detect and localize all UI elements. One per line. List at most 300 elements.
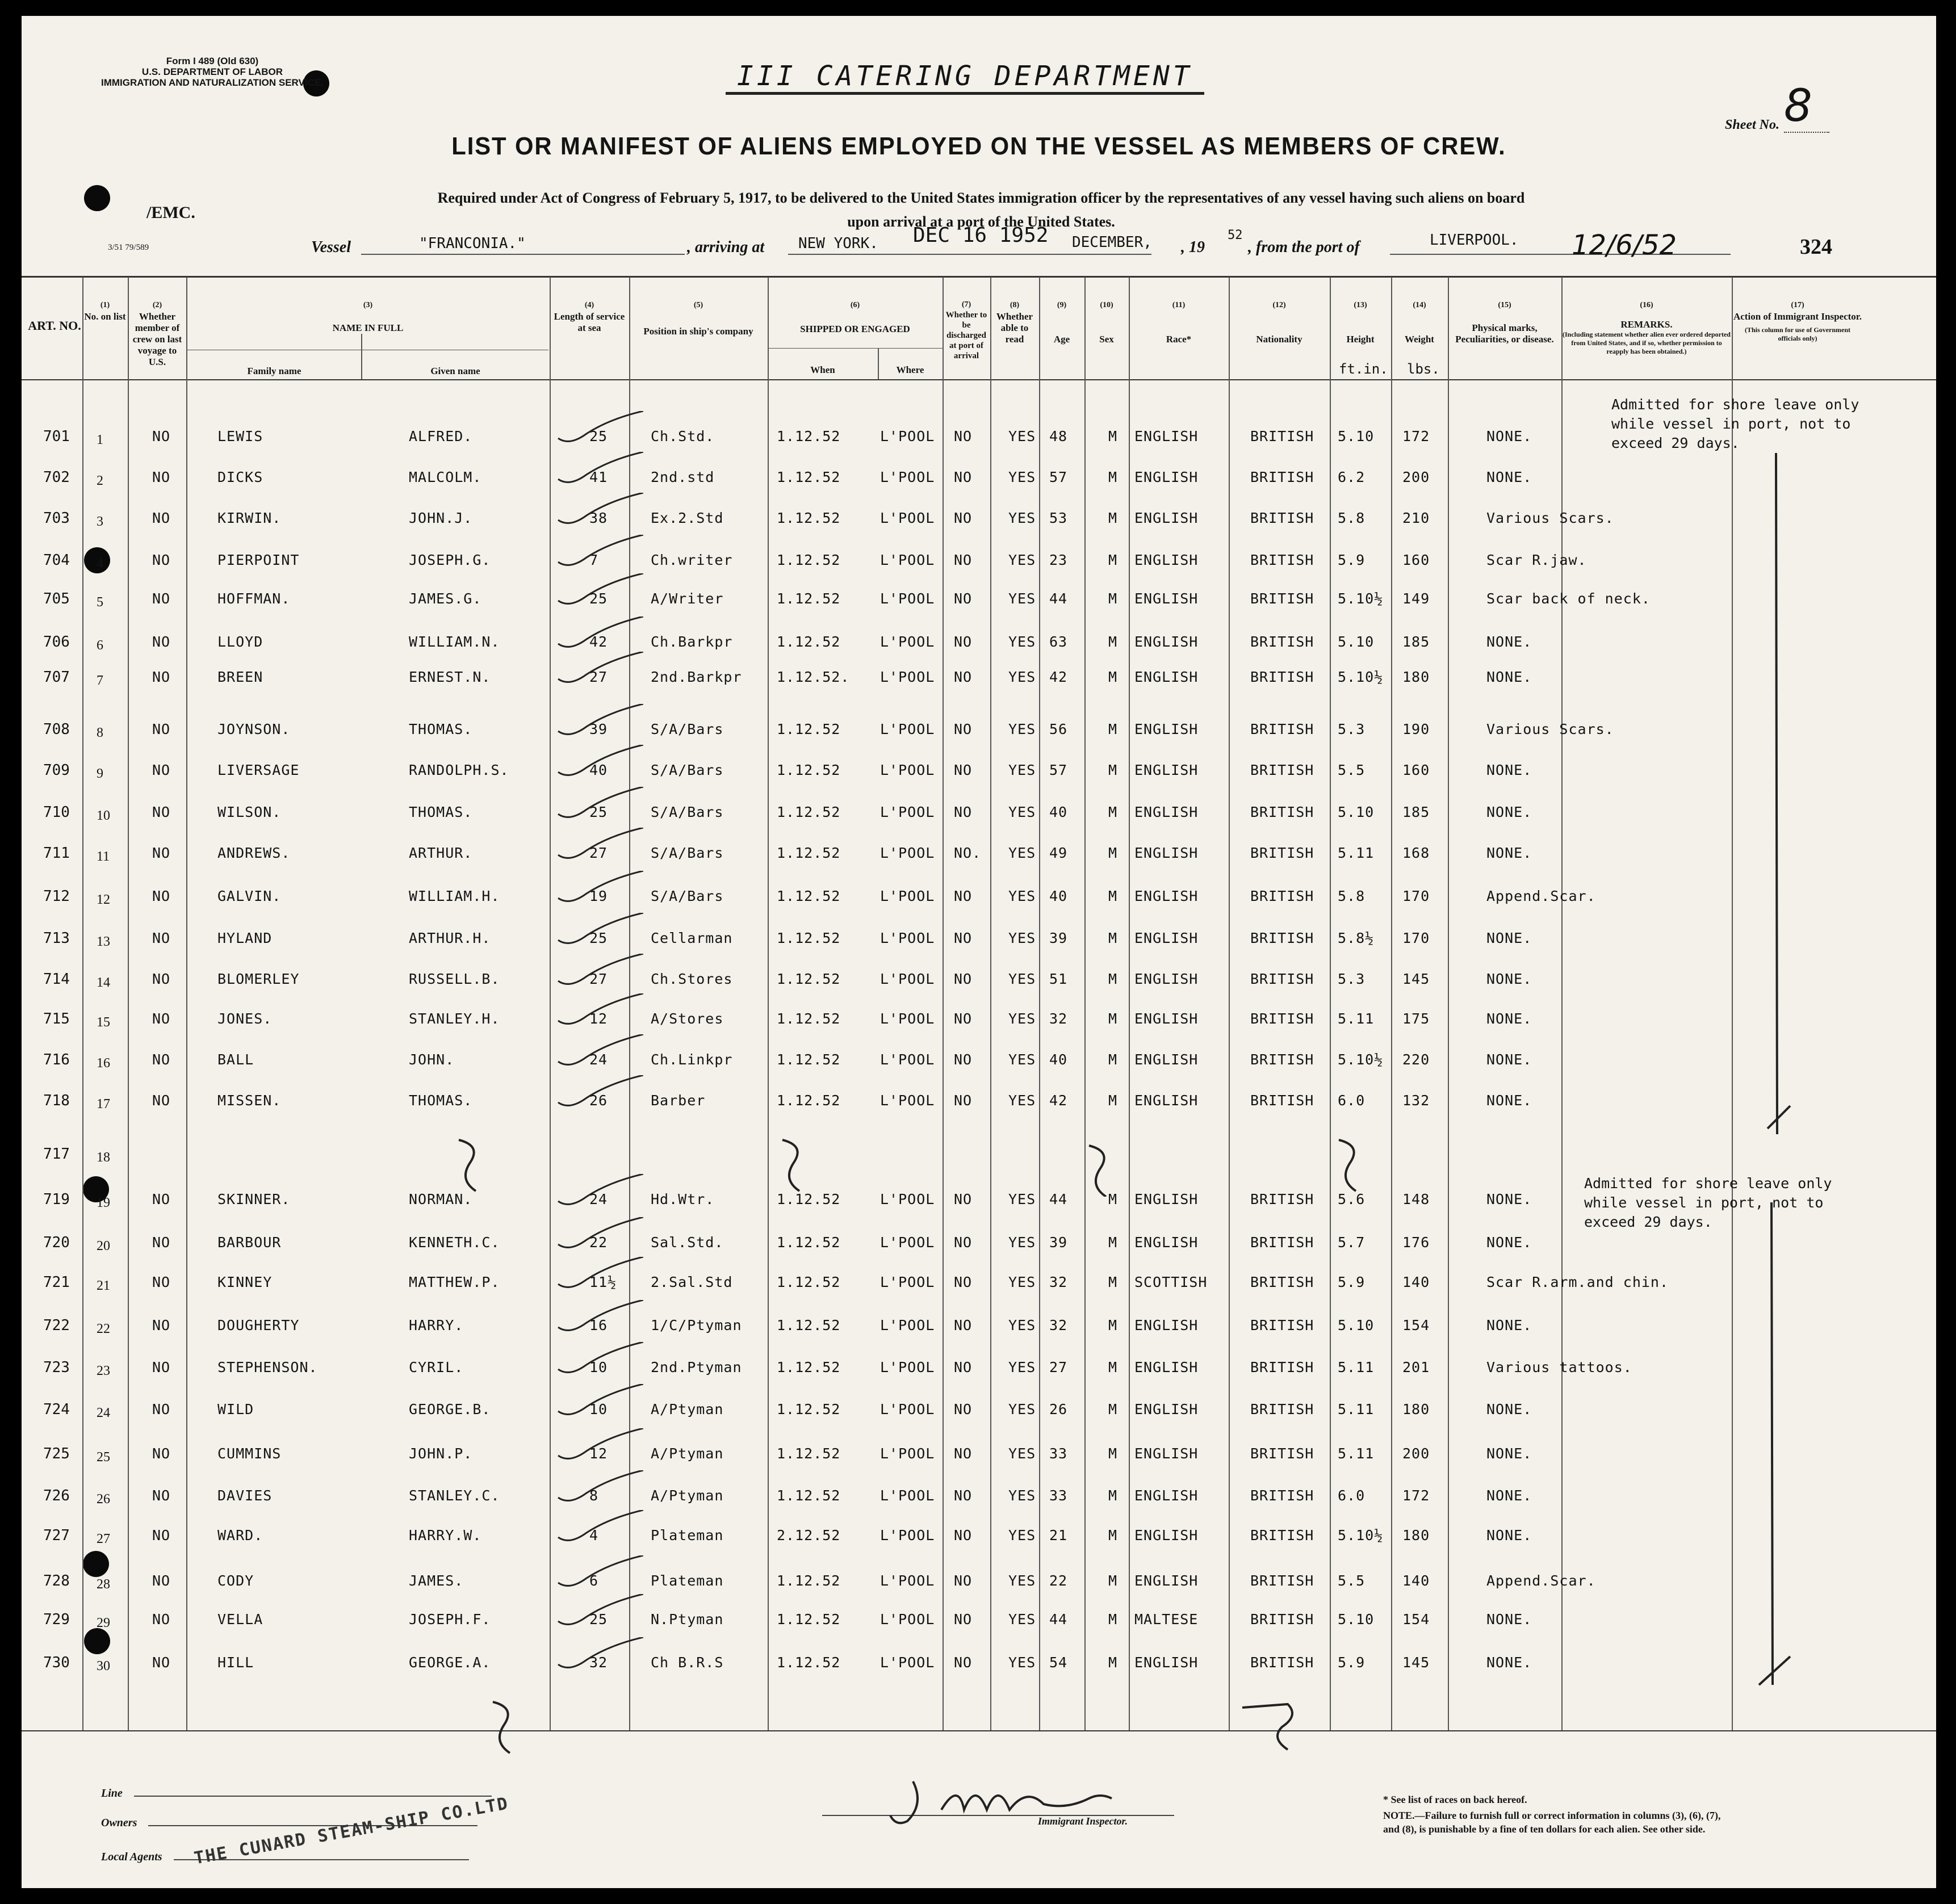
shipped-when-cell: 1.12.52 [777,1611,841,1628]
shipped-when-cell: 1.12.52 [777,971,841,987]
sex-cell: M [1108,1487,1118,1504]
given-name-cell: JOHN. [409,1051,455,1068]
inspector-marks [1736,447,1804,1719]
given-name-cell: THOMAS. [409,804,473,820]
physical-marks-cell: Scar back of neck. [1486,590,1651,607]
list-number: 26 [97,1492,110,1507]
service-cell: 27 [589,845,608,861]
sex-cell: M [1108,1191,1118,1207]
service-cell: 10 [589,1401,608,1417]
art-number: 718 [43,1092,70,1109]
age-cell: 21 [1049,1527,1068,1544]
race-cell: ENGLISH [1134,971,1199,987]
shipped-when-cell: 1.12.52 [777,762,841,778]
col-8-number: (8) [1010,301,1020,309]
last-voyage-cell: NO [152,1092,171,1109]
sex-cell: M [1108,590,1118,607]
height-cell: 5.6 [1338,1191,1366,1207]
shipped-when-cell: 1.12.52 [777,510,841,526]
race-cell: ENGLISH [1134,1359,1199,1375]
discharged-cell: NO [954,1401,973,1417]
check-mark [552,1075,643,1109]
last-voyage-cell: NO [152,1487,171,1504]
service-cell: 24 [589,1191,608,1207]
given-name-cell: MALCOLM. [409,469,482,485]
service-cell: 41 [589,469,608,485]
physical-marks-cell: NONE. [1486,971,1532,987]
age-cell: 33 [1049,1487,1068,1504]
check-mark [552,1384,643,1418]
race-cell: ENGLISH [1134,762,1199,778]
nationality-cell: BRITISH [1250,510,1314,526]
col-7-number: (7) [961,300,971,309]
age-cell: 48 [1049,428,1068,444]
age-cell: 40 [1049,888,1068,904]
position-cell: S/A/Bars [651,804,724,820]
race-cell: ENGLISH [1134,669,1199,685]
nationality-cell: BRITISH [1250,1401,1314,1417]
service-cell: 24 [589,1051,608,1068]
arrival-month: DECEMBER, [1072,234,1152,251]
sex-cell: M [1108,1527,1118,1544]
physical-marks-cell: Append.Scar. [1486,888,1596,904]
age-cell: 57 [1049,762,1068,778]
family-name-cell: GALVIN. [217,888,282,904]
position-cell: Hd.Wtr. [651,1191,715,1207]
col-1-number: (1) [100,301,110,309]
service-cell: 11½ [589,1274,617,1290]
discharged-cell: NO [954,1654,973,1671]
service-cell: 7 [589,552,599,568]
physical-marks-cell: NONE. [1486,1051,1532,1068]
nationality-cell: BRITISH [1250,1654,1314,1671]
shipped-when-cell: 1.12.52 [777,1051,841,1068]
position-cell: Ch.writer [651,552,733,568]
discharged-cell: NO [954,971,973,987]
shipped-where-cell: L'POOL [880,1092,935,1109]
age-cell: 32 [1049,1010,1068,1027]
position-cell: 1/C/Ptyman [651,1317,742,1333]
art-number: 707 [43,669,70,686]
position-cell: Barber [651,1092,706,1109]
height-cell: 5.9 [1338,552,1366,568]
read-cell: YES [1008,762,1036,778]
check-mark [552,1300,643,1334]
last-voyage-cell: NO [152,1359,171,1375]
check-mark [552,871,643,905]
given-name-cell: HARRY.W. [409,1527,482,1544]
sex-cell: M [1108,930,1118,946]
read-cell: YES [1008,1401,1036,1417]
position-cell: 2.Sal.Std [651,1274,733,1290]
check-mark [552,652,643,686]
check-mark [552,993,643,1028]
col-13-label: Height [1346,334,1375,345]
weight-cell: 160 [1402,762,1430,778]
given-name-cell: JAMES.G. [409,590,482,607]
position-cell: Ch.Barkpr [651,634,733,650]
read-cell: YES [1008,469,1036,485]
nationality-cell: BRITISH [1250,1572,1314,1589]
discharged-cell: NO [954,1359,973,1375]
height-cell: 5.9 [1338,1654,1366,1671]
shipped-when-cell: 1.12.52 [777,804,841,820]
service-cell: 25 [589,804,608,820]
shipped-where-cell: L'POOL [880,804,935,820]
weight-cell: 210 [1402,510,1430,526]
race-cell: ENGLISH [1134,721,1199,737]
last-voyage-cell: NO [152,1445,171,1462]
shipped-where-cell: L'POOL [880,1611,935,1628]
check-mark [552,828,643,862]
family-name-cell: JOYNSON. [217,721,291,737]
height-cell: 5.11 [1338,845,1375,861]
list-number: 8 [97,725,103,740]
check-mark [552,704,643,738]
weight-unit: lbs. [1407,361,1440,377]
check-mark [552,535,643,569]
age-cell: 39 [1049,1234,1068,1251]
nationality-cell: BRITISH [1250,552,1314,568]
list-number: 25 [97,1450,110,1465]
weight-cell: 149 [1402,590,1430,607]
race-cell: ENGLISH [1134,1487,1199,1504]
list-number: 18 [97,1150,110,1165]
sex-cell: M [1108,1359,1118,1375]
col-3-number: (3) [363,301,373,309]
height-cell: 5.5 [1338,1572,1366,1589]
race-cell: MALTESE [1134,1611,1199,1628]
family-name-cell: DICKS [217,469,263,485]
family-name-cell: HYLAND [217,930,273,946]
nationality-cell: BRITISH [1250,634,1314,650]
shipped-when-cell: 1.12.52 [777,1359,841,1375]
position-cell: S/A/Bars [651,888,724,904]
col-17-number: (17) [1791,301,1804,309]
physical-marks-cell: NONE. [1486,1445,1532,1462]
nationality-cell: BRITISH [1250,804,1314,820]
col-9-number: (9) [1057,301,1067,309]
position-cell: Ch.Linkpr [651,1051,733,1068]
physical-marks-cell: NONE. [1486,1010,1532,1027]
nationality-cell: BRITISH [1250,845,1314,861]
discharged-cell: NO [954,930,973,946]
shipped-where-cell: L'POOL [880,971,935,987]
sex-cell: M [1108,1092,1118,1109]
race-cell: ENGLISH [1134,1654,1199,1671]
read-cell: YES [1008,1234,1036,1251]
last-voyage-cell: NO [152,428,171,444]
sex-cell: M [1108,1010,1118,1027]
discharged-cell: NO [954,1092,973,1109]
position-cell: A/Ptyman [651,1445,724,1462]
remarks-block-1: Admitted for shore leave only while vessel in port, not to exceed 29 days. [1611,396,1859,451]
col-7-header [944,300,989,361]
last-voyage-cell: NO [152,762,171,778]
height-cell: 5.11 [1338,1010,1375,1027]
service-cell: 26 [589,1092,608,1109]
given-name-cell: WILLIAM.H. [409,888,500,904]
from-port: LIVERPOOL. [1430,232,1519,249]
sex-cell: M [1108,845,1118,861]
height-cell: 5.10½ [1338,669,1384,685]
last-voyage-cell: NO [152,552,171,568]
shipped-when-cell: 1.12.52 [777,1092,841,1109]
check-mark [552,1034,643,1068]
height-cell: 5.8½ [1338,930,1375,946]
race-cell: ENGLISH [1134,1317,1199,1333]
sex-cell: M [1108,1654,1118,1671]
service-cell: 12 [589,1010,608,1027]
discharged-cell: NO. [954,845,982,861]
shipped-when-cell: 1.12.52 [777,1401,841,1417]
service-cell: 8 [589,1487,599,1504]
race-cell: ENGLISH [1134,1572,1199,1589]
family-name-cell: DOUGHERTY [217,1317,300,1333]
weight-cell: 170 [1402,888,1430,904]
col-10-label: Sex [1099,334,1114,345]
side-note: /EMC. [146,203,195,222]
check-mark [552,573,643,607]
position-cell: Cellarman [651,930,733,946]
physical-marks-cell: NONE. [1486,1527,1532,1544]
family-name-cell: WILD [217,1401,254,1417]
weight-cell: 201 [1402,1359,1430,1375]
col-1-header [83,300,127,322]
service-cell: 6 [589,1572,599,1589]
service-cell: 25 [589,428,608,444]
height-cell: 5.10½ [1338,1051,1384,1068]
col-5-number: (5) [693,301,703,309]
check-mark [552,1257,643,1291]
race-cell: ENGLISH [1134,845,1199,861]
given-name-cell: ERNEST.N. [409,669,491,685]
given-name-cell: JOHN.J. [409,510,473,526]
shipped-when-cell: 1.12.52 [777,1010,841,1027]
weight-cell: 180 [1402,1527,1430,1544]
position-cell: Ch B.R.S [651,1654,724,1671]
shipped-when-cell: 2.12.52 [777,1527,841,1544]
check-mark [552,1637,643,1671]
art-number: 727 [43,1527,70,1544]
weight-cell: 220 [1402,1051,1430,1068]
col-16-header [1563,300,1731,356]
family-name-cell: BARBOUR [217,1234,282,1251]
physical-marks-cell: Append.Scar. [1486,1572,1596,1589]
nationality-cell: BRITISH [1250,1445,1314,1462]
shipped-when-cell: 1.12.52 [777,888,841,904]
race-cell: ENGLISH [1134,1445,1199,1462]
height-cell: 5.11 [1338,1401,1375,1417]
check-mark [552,1555,643,1590]
weight-cell: 154 [1402,1317,1430,1333]
read-cell: YES [1008,845,1036,861]
discharged-cell: NO [954,1274,973,1290]
art-number: 726 [43,1487,70,1504]
sex-cell: M [1108,1274,1118,1290]
physical-marks-cell: Scar R.arm.and chin. [1486,1274,1669,1290]
shipped-where-cell: L'POOL [880,1191,935,1207]
col-13-header [1331,300,1390,345]
age-cell: 27 [1049,1359,1068,1375]
sex-cell: M [1108,669,1118,685]
age-cell: 56 [1049,721,1068,737]
given-name-cell: STANLEY.C. [409,1487,500,1504]
physical-marks-cell: NONE. [1486,1092,1532,1109]
weight-cell: 180 [1402,669,1430,685]
age-cell: 54 [1049,1654,1068,1671]
art-number: 722 [43,1317,70,1334]
col-5-header [630,300,767,337]
read-cell: YES [1008,721,1036,737]
age-cell: 44 [1049,590,1068,607]
family-name-cell: HILL [217,1654,254,1671]
discharged-cell: NO [954,1191,973,1207]
nationality-cell: BRITISH [1250,469,1314,485]
shipped-where-cell: L'POOL [880,669,935,685]
shipped-when-cell: 1.12.52 [777,428,841,444]
physical-marks-cell: NONE. [1486,845,1532,861]
list-number: 28 [97,1577,110,1592]
discharged-cell: NO [954,888,973,904]
shipped-where-cell: L'POOL [880,1654,935,1671]
given-name-cell: JOSEPH.G. [409,552,491,568]
art-number: 706 [43,634,70,651]
given-name-cell: CYRIL. [409,1359,464,1375]
page-title: LIST OR MANIFEST OF ALIENS EMPLOYED ON THE VESSEL AS MEMBERS OF CREW. [451,132,1506,160]
shipped-when-cell: 1.12.52 [777,930,841,946]
given-name-cell: NORMAN. [409,1191,473,1207]
service-cell: 40 [589,762,608,778]
header-bottom-rule [22,379,1936,380]
discharged-cell: NO [954,469,973,485]
family-name-header: Family name [247,366,301,376]
sex-cell: M [1108,888,1118,904]
race-cell: SCOTTISH [1134,1274,1208,1290]
family-name-cell: LIVERSAGE [217,762,300,778]
height-cell: 5.7 [1338,1234,1366,1251]
art-number: 705 [43,590,70,607]
list-number: 22 [97,1322,110,1336]
position-cell: Sal.Std. [651,1234,724,1251]
shipped-when-cell: 1.12.52. [777,669,850,685]
shipped-where-cell: L'POOL [880,1234,935,1251]
height-cell: 5.5 [1338,762,1366,778]
list-number: 30 [97,1659,110,1674]
last-voyage-cell: NO [152,804,171,820]
nationality-cell: BRITISH [1250,669,1314,685]
shipped-where-cell: L'POOL [880,1572,935,1589]
shipped-when-cell: 1.12.52 [777,469,841,485]
last-voyage-cell: NO [152,634,171,650]
age-cell: 42 [1049,669,1068,685]
position-cell: S/A/Bars [651,845,724,861]
shipped-where-cell: L'POOL [880,428,935,444]
nationality-cell: BRITISH [1250,1527,1314,1544]
position-cell: 2nd.Barkpr [651,669,742,685]
list-number: 29 [97,1616,110,1630]
punch-hole [84,185,110,211]
read-cell: YES [1008,1317,1036,1333]
col-17-label: Action of Immigrant Inspector. [1733,311,1862,322]
given-name-cell: WILLIAM.N. [409,634,500,650]
shipped-when-cell: 1.12.52 [777,1654,841,1671]
list-number: 11 [97,849,110,864]
list-number: 3 [97,514,103,529]
read-cell: YES [1008,971,1036,987]
weight-cell: 180 [1402,1401,1430,1417]
col-1-label: No. on list [84,311,126,322]
given-name-cell: ALFRED. [409,428,473,444]
last-voyage-cell: NO [152,930,171,946]
arriving-label: , arriving at [687,238,765,256]
art-number: 710 [43,804,70,821]
read-cell: YES [1008,1191,1036,1207]
where-header: Where [896,364,924,375]
sex-cell: M [1108,1572,1118,1589]
weight-cell: 148 [1402,1191,1430,1207]
col-4-header [551,300,628,334]
weight-cell: 168 [1402,845,1430,861]
age-cell: 33 [1049,1445,1068,1462]
family-name-cell: CUMMINS [217,1445,282,1462]
physical-marks-cell: NONE. [1486,930,1532,946]
year-suffix: 52 [1228,228,1243,242]
art-number: 704 [43,552,70,569]
art-number: 723 [43,1359,70,1376]
art-number: 716 [43,1051,70,1068]
col-6-number: (6) [850,301,860,309]
department-label: U.S. DEPARTMENT OF LABOR [141,66,283,77]
read-cell: YES [1008,510,1036,526]
shipped-when-cell: 1.12.52 [777,552,841,568]
check-mark [552,913,643,947]
age-cell: 40 [1049,1051,1068,1068]
col-9-header [1040,300,1083,345]
race-cell: ENGLISH [1134,1092,1199,1109]
last-voyage-cell: NO [152,888,171,904]
blank-row-marks [22,1129,1936,1197]
discharged-cell: NO [954,552,973,568]
weight-cell: 140 [1402,1274,1430,1290]
height-cell: 5.10 [1338,804,1375,820]
shipped-where-cell: L'POOL [880,1010,935,1027]
last-voyage-cell: NO [152,669,171,685]
list-number: 14 [97,975,110,990]
list-number: 17 [97,1097,110,1112]
shipped-where-cell: L'POOL [880,552,935,568]
art-number: 717 [43,1146,70,1163]
service-cell: 22 [589,1234,608,1251]
art-number: 702 [43,469,70,486]
read-cell: YES [1008,1051,1036,1068]
col-15-number: (15) [1498,301,1511,309]
race-cell: ENGLISH [1134,1051,1199,1068]
when-header: When [810,364,835,375]
shipped-when-cell: 1.12.52 [777,1317,841,1333]
discharged-cell: NO [954,1487,973,1504]
col-9-label: Age [1053,334,1070,345]
race-cell: ENGLISH [1134,1527,1199,1544]
sex-cell: M [1108,1611,1118,1628]
weight-cell: 185 [1402,804,1430,820]
race-cell: ENGLISH [1134,804,1199,820]
height-cell: 6.0 [1338,1487,1366,1504]
physical-marks-cell: NONE. [1486,1611,1532,1628]
physical-marks-cell: NONE. [1486,1234,1532,1251]
read-cell: YES [1008,1487,1036,1504]
physical-marks-cell: NONE. [1486,1191,1532,1207]
